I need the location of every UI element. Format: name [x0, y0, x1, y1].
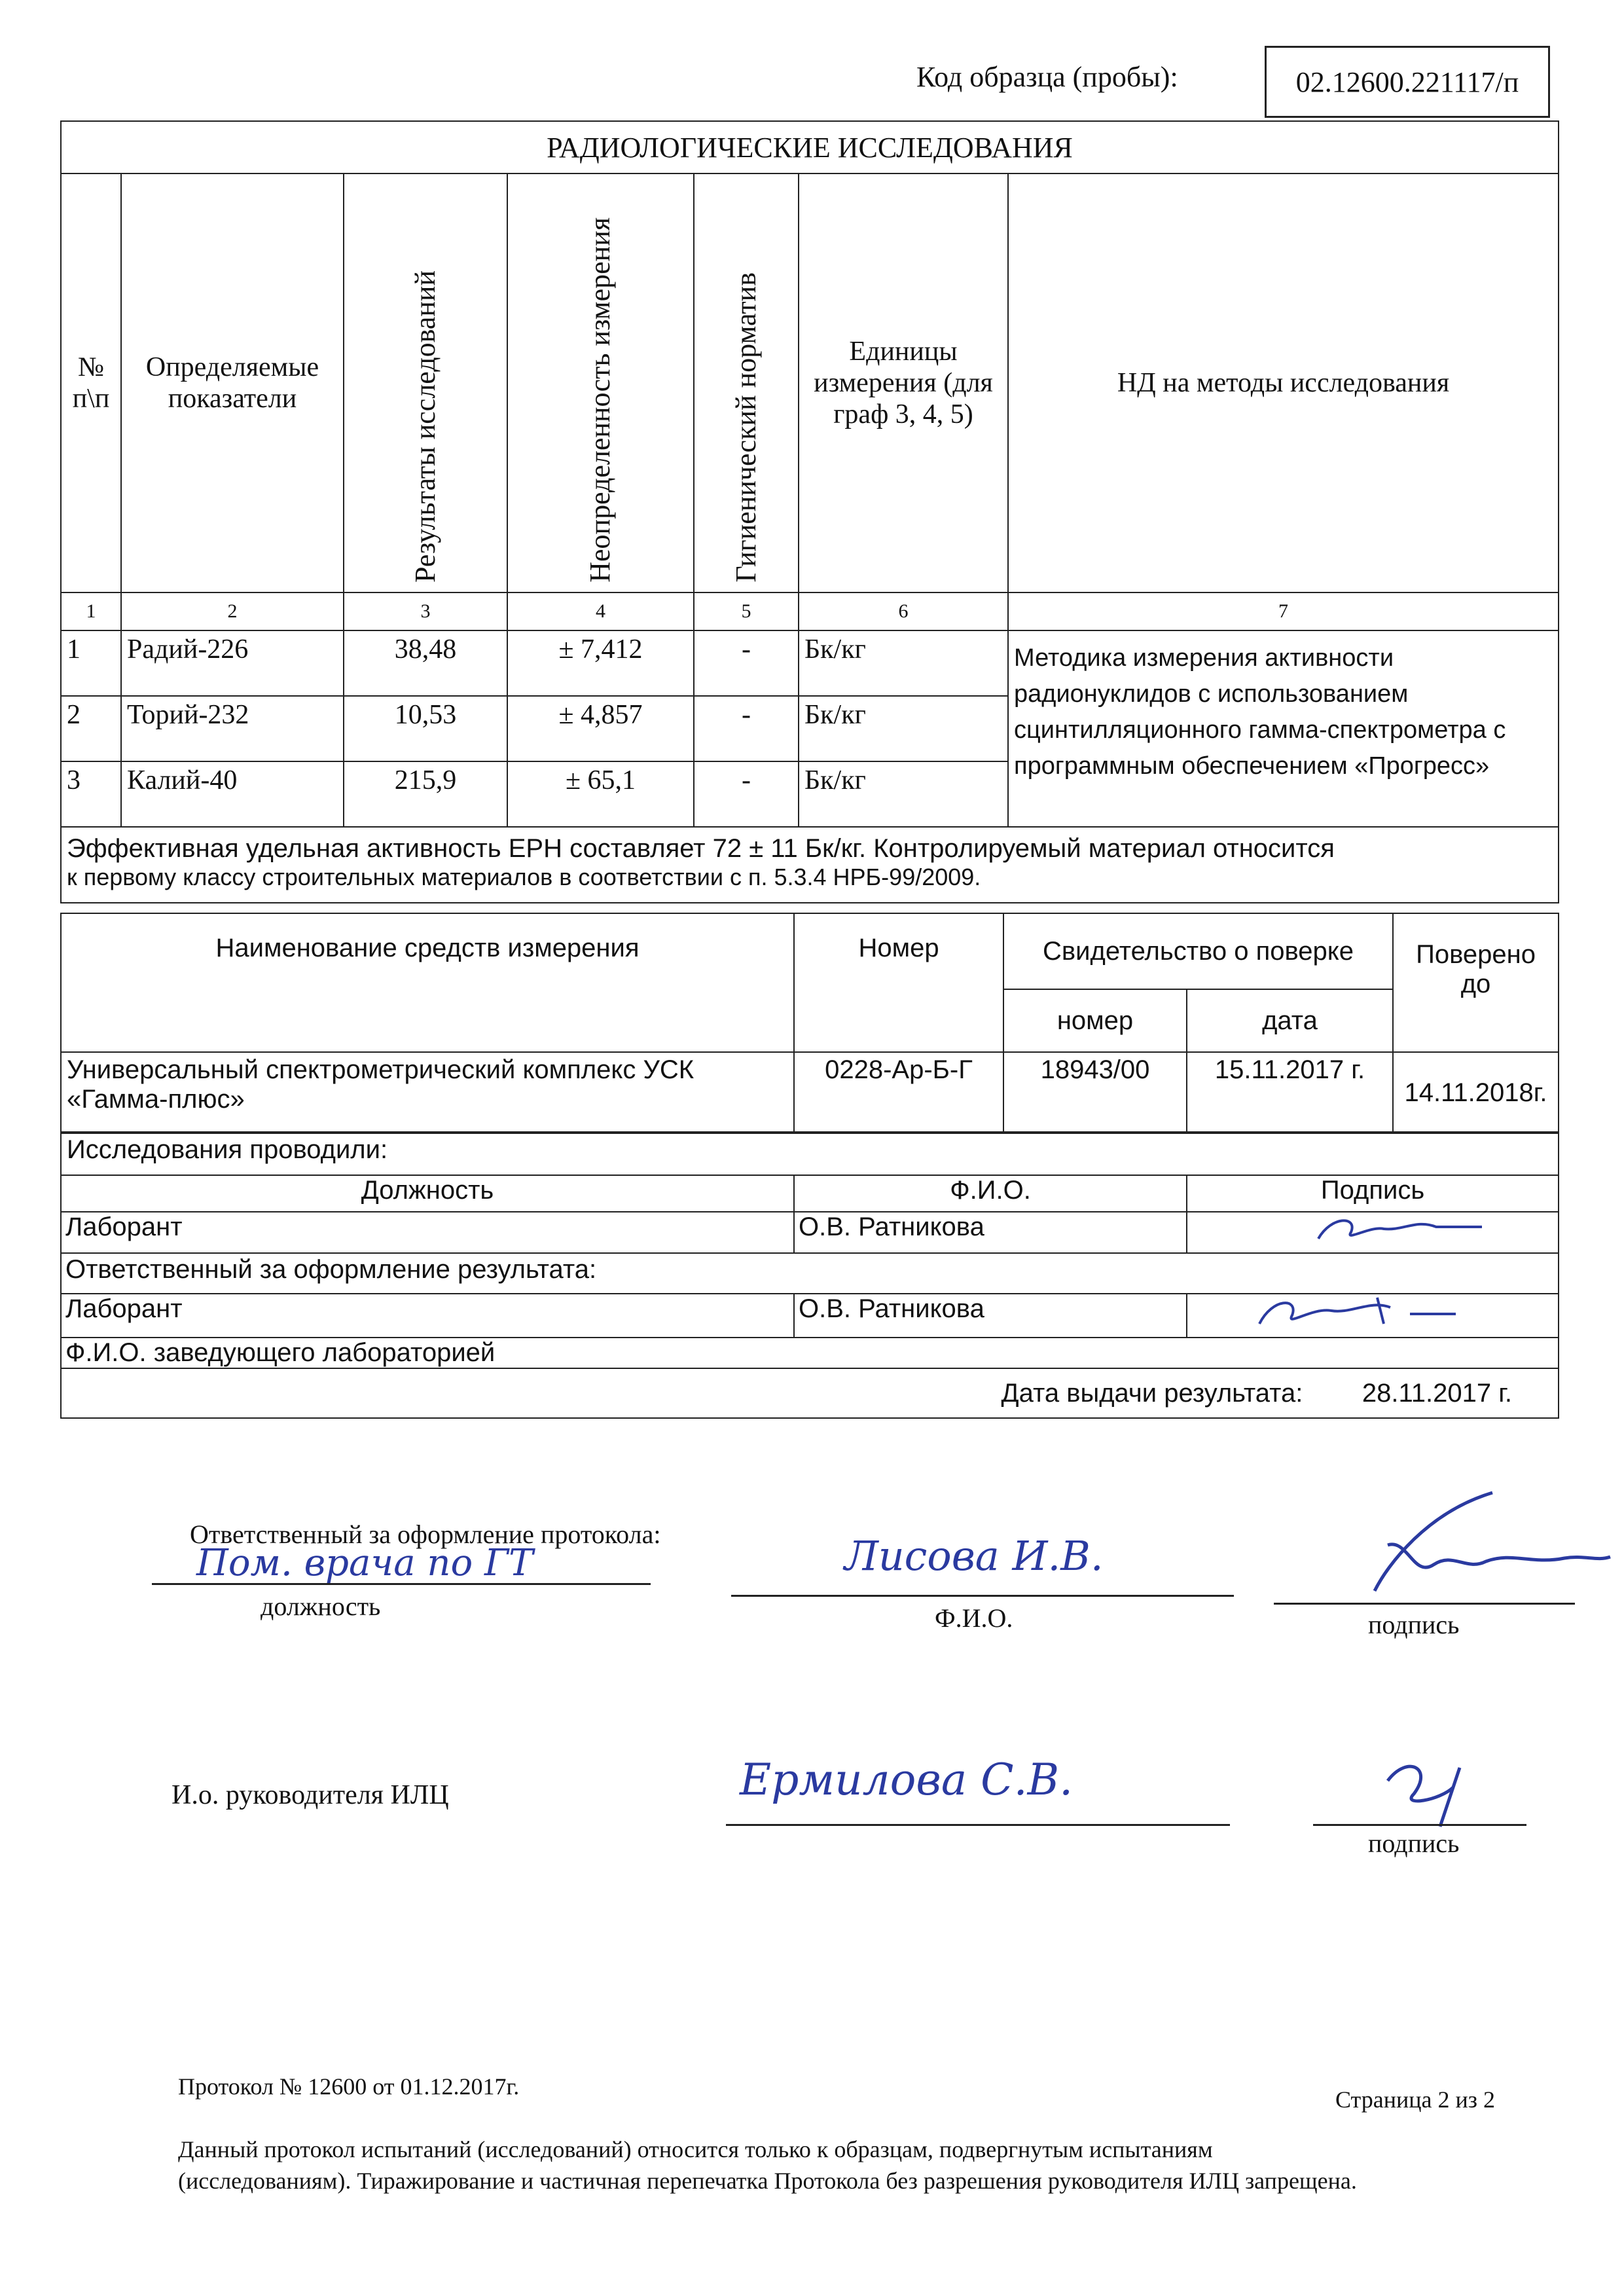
instr-number: 0228-Ар-Б-Г: [794, 1052, 1003, 1133]
protocol-signature-mark: [1348, 1486, 1623, 1611]
col-num-2: 2: [121, 592, 344, 630]
method-description: Методика измерения активности радионуклидов с использованием сцинтилляционного гамма-спектрометра с программным обеспечением «Прогресс»: [1008, 630, 1559, 827]
sample-code-value: 02.12600.221117/п: [1295, 65, 1519, 98]
head-ilc-title: И.о. руководителя ИЛЦ: [171, 1780, 449, 1810]
responsible-label: Ответственный за оформление результата:: [61, 1253, 1559, 1294]
row-num: 1: [61, 630, 121, 696]
row-result: 215,9: [344, 761, 507, 827]
conclusion-line-1: Эффективная удельная активность ЕРН составляет 72 ± 11 Бк/кг. Контролируемый материал относится: [67, 834, 1335, 863]
staff-fio-2: О.В. Ратникова: [794, 1294, 1187, 1338]
disclaimer-line-2: (исследованиям). Тиражирование и частичная перепечатка Протокола без разрешения руководителя ИЛЦ запрещена.: [178, 2168, 1357, 2194]
header-num: № п\п: [61, 173, 121, 592]
col-num-1: 1: [61, 592, 121, 630]
col-num-7: 7: [1008, 592, 1559, 630]
header-results-text: Результаты исследований: [408, 270, 441, 583]
header-units: Единицы измерения (для граф 3, 4, 5): [799, 173, 1008, 592]
issue-date-value: 28.11.2017 г.: [1362, 1379, 1513, 1408]
handwritten-signature-1: [1187, 1212, 1554, 1245]
instr-cert-num: 18943/00: [1003, 1052, 1187, 1133]
table-row: [61, 630, 1559, 696]
header-uncertainty: [507, 173, 694, 592]
row-uncertainty: ± 7,412: [507, 630, 694, 696]
staff-table: [60, 1131, 1559, 1419]
row-uncertainty: ± 4,857: [507, 696, 694, 761]
instr-header-number: Номер: [794, 913, 1003, 1052]
instr-name: Универсальный спектрометрический комплекс УСК «Гамма-плюс»: [61, 1052, 794, 1133]
head-signature-line: [1313, 1824, 1526, 1826]
staff-header-fio: Ф.И.О.: [794, 1175, 1187, 1212]
staff-position-2: Лаборант: [61, 1294, 794, 1338]
header-norm: [694, 173, 799, 592]
row-unit: Бк/кг: [799, 761, 1008, 827]
staff-header-signature: Подпись: [1187, 1175, 1559, 1212]
instr-header-valid: Поверено до: [1393, 913, 1559, 1052]
sample-code-label: Код образца (пробы):: [916, 61, 1178, 93]
col-num-4: 4: [507, 592, 694, 630]
head-fio-handwritten: Ермилова С.В.: [740, 1755, 1074, 1805]
row-uncertainty: ± 65,1: [507, 761, 694, 827]
staff-position-1: Лаборант: [61, 1212, 794, 1253]
row-indicator: Торий-232: [121, 696, 344, 761]
table-title: РАДИОЛОГИЧЕСКИЕ ИССЛЕДОВАНИЯ: [61, 121, 1559, 173]
radiology-table: [60, 120, 1559, 903]
staff-signature-2: [1187, 1294, 1559, 1338]
row-num: 2: [61, 696, 121, 761]
row-unit: Бк/кг: [799, 630, 1008, 696]
staff-header-position: Должность: [61, 1175, 794, 1212]
handwritten-signature-2: [1187, 1294, 1554, 1330]
issue-date-row: [61, 1368, 1559, 1418]
row-result: 38,48: [344, 630, 507, 696]
col-num-6: 6: [799, 592, 1008, 630]
instruments-table: [60, 913, 1559, 1134]
column-numbers-row: [61, 592, 1559, 630]
staff-fio-1: О.В. Ратникова: [794, 1212, 1187, 1253]
fio-line: [731, 1595, 1234, 1597]
conclusion-line-2: к первому классу строительных материалов в соответствии с п. 5.3.4 НРБ-99/2009.: [67, 864, 981, 890]
row-result: 10,53: [344, 696, 507, 761]
head-fio-line: [726, 1824, 1230, 1826]
sample-code-box: [1265, 46, 1550, 118]
instr-header-cert: Свидетельство о поверке: [1003, 913, 1393, 989]
fio-caption: Ф.И.О.: [935, 1603, 1013, 1633]
row-norm: -: [694, 696, 799, 761]
instr-valid: 14.11.2018г.: [1393, 1052, 1559, 1133]
header-nd: НД на методы исследования: [1008, 173, 1559, 592]
header-results: [344, 173, 507, 592]
header-norm-text: Гигиенический норматив: [729, 272, 762, 583]
protocol-position-handwritten: Пом. врача по ГТ: [196, 1542, 533, 1584]
row-indicator: Радий-226: [121, 630, 344, 696]
protocol-number: Протокол № 12600 от 01.12.2017г.: [178, 2073, 520, 2100]
head-lab-label: Ф.И.О. заведующего лабораторией: [61, 1338, 1559, 1368]
page-number: Страница 2 из 2: [1335, 2086, 1495, 2113]
col-num-3: 3: [344, 592, 507, 630]
head-signature-caption: подпись: [1368, 1829, 1460, 1858]
signature-caption: подпись: [1368, 1610, 1460, 1639]
protocol-fio-handwritten: Лисова И.В.: [844, 1532, 1104, 1580]
protocol-responsible-title: Ответственный за оформление протокола:: [190, 1520, 661, 1549]
position-line: [152, 1583, 651, 1585]
row-indicator: Калий-40: [121, 761, 344, 827]
conducted-by-label: Исследования проводили:: [61, 1132, 1559, 1175]
instr-cert-date: 15.11.2017 г.: [1187, 1052, 1393, 1133]
header-uncertainty-text: Неопределенность измерения: [584, 217, 617, 583]
staff-signature-1: [1187, 1212, 1559, 1253]
position-caption: должность: [261, 1592, 381, 1621]
col-num-5: 5: [694, 592, 799, 630]
row-norm: -: [694, 761, 799, 827]
signature-line: [1274, 1603, 1575, 1605]
disclaimer-line-1: Данный протокол испытаний (исследований) относится только к образцам, подвергнутым испытаниям: [178, 2136, 1213, 2162]
row-norm: -: [694, 630, 799, 696]
header-indicator: Определяемые показатели: [121, 173, 344, 592]
instr-header-cert-num: номер: [1003, 989, 1187, 1052]
issue-date-label: Дата выдачи результата:: [1001, 1379, 1303, 1408]
conclusion: [61, 827, 1559, 903]
row-unit: Бк/кг: [799, 696, 1008, 761]
instr-header-cert-date: дата: [1187, 989, 1393, 1052]
head-signature-mark: [1362, 1741, 1512, 1833]
row-num: 3: [61, 761, 121, 827]
instr-header-name: Наименование средств измерения: [61, 913, 794, 1052]
